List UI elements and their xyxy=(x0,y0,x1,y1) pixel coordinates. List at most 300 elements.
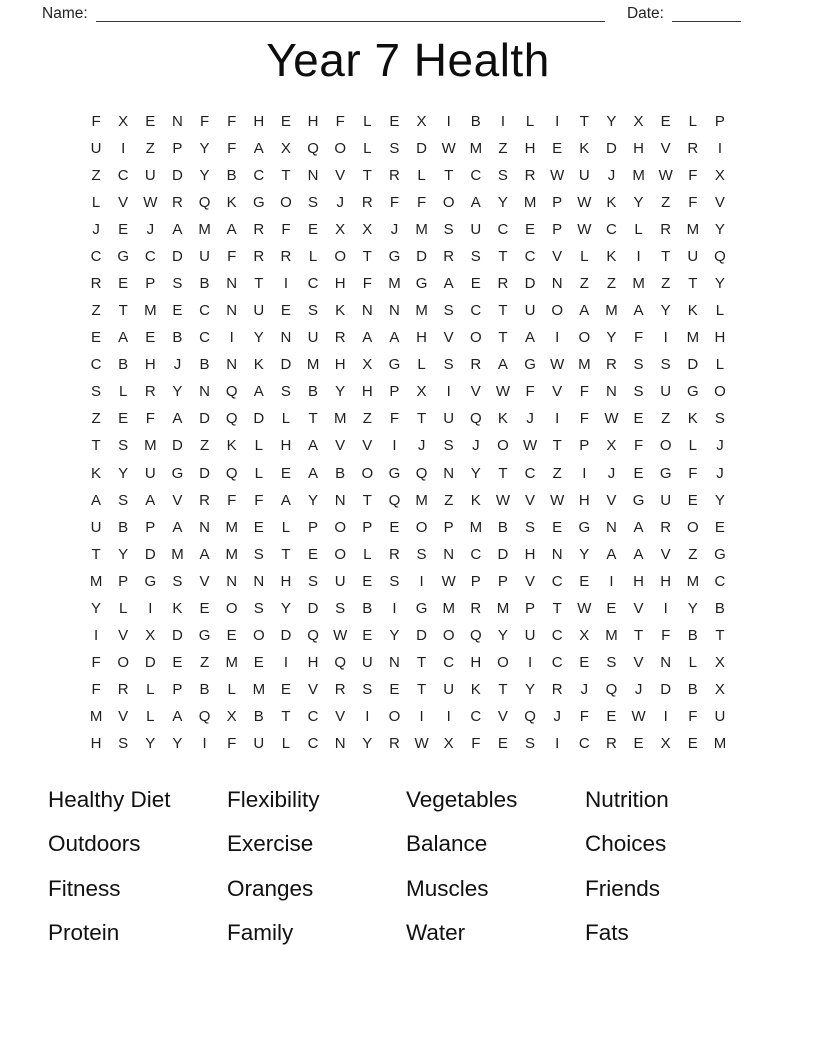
grid-letter: P xyxy=(362,518,373,536)
grid-letter: U xyxy=(144,167,156,184)
grid-letter: B xyxy=(470,112,481,130)
grid-letter: T xyxy=(362,167,372,184)
grid-letter: I xyxy=(663,707,668,725)
grid-letter: D xyxy=(280,626,292,644)
grid-letter: V xyxy=(308,680,319,698)
grid-letter: H xyxy=(633,572,644,590)
grid-letter: S xyxy=(172,275,183,293)
grid-letter: T xyxy=(444,167,454,184)
grid-letter: V xyxy=(443,329,454,347)
grid-letter: E xyxy=(579,572,590,590)
grid-letter: D xyxy=(253,410,265,428)
grid-letter: E xyxy=(660,112,671,130)
grid-letter: X xyxy=(335,221,346,239)
grid-letter: C xyxy=(551,653,563,671)
grid-letter: K xyxy=(172,599,183,617)
grid-letter: Y xyxy=(280,599,291,617)
grid-letter: G xyxy=(415,599,428,617)
name-label: Name: xyxy=(42,5,88,22)
grid-letter: Y xyxy=(172,383,183,401)
grid-letter: D xyxy=(172,248,183,266)
grid-letter: R xyxy=(687,139,699,157)
grid-letter: T xyxy=(715,626,725,644)
grid-letter: B xyxy=(687,626,698,644)
grid-letter: A xyxy=(199,545,210,563)
grid-letter: K xyxy=(606,248,617,266)
grid-letter: Y xyxy=(91,599,102,617)
grid-letter: W xyxy=(658,167,673,184)
grid-letter: F xyxy=(91,680,101,698)
grid-letter: W xyxy=(522,437,538,455)
grid-letter: A xyxy=(633,518,644,536)
grid-letter: E xyxy=(172,653,183,671)
grid-letter: O xyxy=(334,545,347,563)
grid-letter: K xyxy=(470,491,481,509)
grid-letter: H xyxy=(334,275,346,293)
grid-letter: M xyxy=(388,275,401,293)
grid-letter: P xyxy=(308,518,319,536)
grid-letter: L xyxy=(119,599,128,617)
grid-letter: E xyxy=(579,653,590,671)
grid-letter: O xyxy=(442,626,455,644)
grid-letter: T xyxy=(498,302,508,320)
grid-letter: X xyxy=(416,112,427,130)
grid-letter: M xyxy=(415,491,428,509)
grid-letter: T xyxy=(498,680,508,698)
grid-letter: C xyxy=(606,221,617,239)
grid-letter: S xyxy=(118,437,129,455)
grid-letter: U xyxy=(144,464,156,482)
grid-letter: E xyxy=(687,734,698,752)
grid-letter: R xyxy=(144,383,156,401)
grid-letter: I xyxy=(555,410,560,428)
grid-letter: C xyxy=(551,572,563,590)
grid-letter: B xyxy=(308,383,319,401)
grid-letter: H xyxy=(90,734,102,752)
grid-letter: K xyxy=(687,302,698,320)
grid-letter: N xyxy=(334,491,346,509)
grid-letter: Y xyxy=(362,734,373,752)
grid-letter: U xyxy=(578,167,590,184)
grid-letter: R xyxy=(199,491,210,509)
grid-letter: I xyxy=(636,248,641,266)
grid-letter: T xyxy=(254,275,264,293)
grid-letter: D xyxy=(660,680,672,698)
grid-letter: T xyxy=(416,653,427,671)
grid-letter: N xyxy=(172,112,183,130)
grid-letter: E xyxy=(470,275,481,293)
grid-letter: D xyxy=(172,626,183,644)
grid-letter: Z xyxy=(661,410,671,428)
grid-letter: Y xyxy=(714,221,725,239)
grid-letter: L xyxy=(281,518,291,536)
grid-letter: G xyxy=(632,491,645,509)
grid-letter: U xyxy=(524,626,536,644)
word-list-item: Family xyxy=(227,920,294,946)
grid-letter: F xyxy=(661,626,671,644)
grid-letter: G xyxy=(388,356,401,374)
grid-letter: U xyxy=(687,248,699,266)
grid-letter: A xyxy=(443,275,454,293)
grid-letter: F xyxy=(227,734,237,752)
grid-letter: N xyxy=(226,572,238,590)
grid-letter: K xyxy=(497,410,508,428)
grid-letter: X xyxy=(714,167,725,184)
grid-letter: V xyxy=(335,437,346,455)
grid-letter: X xyxy=(633,112,644,130)
grid-letter: Y xyxy=(470,464,481,482)
grid-letter: I xyxy=(527,653,533,671)
grid-letter: B xyxy=(199,275,210,293)
grid-letter: R xyxy=(660,221,672,239)
grid-letter: T xyxy=(91,545,101,563)
grid-letter: Z xyxy=(91,167,101,184)
grid-letter: Z xyxy=(688,545,698,563)
grid-letter: C xyxy=(90,248,102,266)
grid-letter: I xyxy=(555,112,560,130)
grid-letter: A xyxy=(172,518,183,536)
grid-letter: O xyxy=(334,139,347,157)
grid-letter: S xyxy=(416,545,427,563)
grid-letter: L xyxy=(363,545,372,563)
grid-letter: M xyxy=(469,139,483,157)
grid-letter: L xyxy=(281,734,291,752)
grid-letter: F xyxy=(389,194,400,212)
grid-letter: Y xyxy=(714,275,725,293)
grid-letter: Z xyxy=(552,464,562,482)
grid-letter: H xyxy=(578,491,590,509)
grid-letter: L xyxy=(715,302,725,320)
grid-letter: C xyxy=(144,248,156,266)
grid-letter: O xyxy=(280,194,292,212)
grid-letter: S xyxy=(172,572,183,590)
grid-letter: L xyxy=(146,680,155,698)
grid-letter: I xyxy=(663,329,668,347)
grid-letter: R xyxy=(443,248,455,266)
grid-letter: L xyxy=(254,464,263,482)
grid-letter: F xyxy=(579,410,589,428)
grid-letter: Q xyxy=(469,410,482,428)
grid-letter: J xyxy=(92,221,100,239)
grid-letter: M xyxy=(469,518,483,536)
grid-letter: Y xyxy=(660,302,671,320)
grid-letter: V xyxy=(714,194,725,212)
grid-letter: M xyxy=(225,653,238,671)
word-list-item: Water xyxy=(406,920,466,946)
grid-letter: T xyxy=(91,437,101,455)
grid-letter: M xyxy=(144,302,157,320)
grid-letter: A xyxy=(308,437,319,455)
grid-letter: W xyxy=(495,491,511,509)
grid-letter: X xyxy=(443,734,454,752)
grid-letter: F xyxy=(471,734,481,752)
grid-letter: U xyxy=(524,302,536,320)
grid-letter: Y xyxy=(335,383,346,401)
grid-letter: U xyxy=(714,707,726,725)
grid-letter: P xyxy=(579,437,590,455)
grid-letter: R xyxy=(389,734,400,752)
grid-letter: Q xyxy=(225,410,238,428)
grid-letter: L xyxy=(525,112,535,130)
grid-letter: M xyxy=(89,707,103,725)
grid-letter: H xyxy=(334,356,346,374)
grid-letter: H xyxy=(633,139,644,157)
grid-letter: B xyxy=(118,356,129,374)
grid-letter: W xyxy=(441,139,456,157)
grid-letter: F xyxy=(688,464,698,482)
grid-letter: O xyxy=(225,599,238,617)
grid-letter: S xyxy=(525,518,536,536)
grid-letter: D xyxy=(416,139,427,157)
grid-letter: M xyxy=(578,356,591,374)
grid-letter: Y xyxy=(687,599,698,617)
grid-letter: Y xyxy=(145,734,156,752)
grid-letter: G xyxy=(578,518,591,536)
grid-letter: F xyxy=(633,437,644,455)
grid-letter: M xyxy=(442,599,455,617)
grid-letter: S xyxy=(443,437,454,455)
grid-letter: Y xyxy=(253,329,264,347)
grid-letter: L xyxy=(91,194,101,212)
grid-letter: B xyxy=(362,599,373,617)
grid-letter: Q xyxy=(388,491,401,509)
grid-letter: C xyxy=(307,707,319,725)
grid-letter: D xyxy=(172,437,183,455)
grid-letter: O xyxy=(659,437,672,455)
grid-letter: J xyxy=(607,464,616,482)
grid-letter: P xyxy=(525,599,536,617)
grid-letter: F xyxy=(91,112,101,130)
grid-letter: R xyxy=(660,518,672,536)
grid-letter: T xyxy=(498,329,508,347)
grid-letter: S xyxy=(308,194,319,212)
grid-letter: R xyxy=(117,680,129,698)
grid-letter: M xyxy=(333,410,347,428)
grid-letter: N xyxy=(361,302,373,320)
grid-letter: G xyxy=(388,464,401,482)
grid-letter: E xyxy=(389,112,400,130)
grid-letter: G xyxy=(524,356,536,374)
grid-letter: J xyxy=(390,221,399,239)
grid-letter: V xyxy=(552,248,563,266)
grid-letter: T xyxy=(362,248,372,266)
grid-letter: V xyxy=(335,167,346,184)
grid-letter: N xyxy=(307,167,319,184)
grid-letter: B xyxy=(226,167,237,184)
name-blank-line xyxy=(96,7,605,22)
grid-letter: G xyxy=(415,275,428,293)
grid-letter: R xyxy=(389,545,400,563)
grid-letter: T xyxy=(579,112,589,130)
grid-letter: A xyxy=(172,221,183,239)
grid-letter: Q xyxy=(469,626,482,644)
grid-letter: D xyxy=(199,410,210,428)
grid-letter: Y xyxy=(714,491,725,509)
grid-letter: F xyxy=(688,707,698,725)
grid-letter: R xyxy=(606,356,617,374)
grid-letter: L xyxy=(308,248,318,266)
grid-letter: V xyxy=(606,491,617,509)
grid-letter: X xyxy=(714,653,725,671)
grid-letter: D xyxy=(172,167,183,184)
grid-letter: O xyxy=(442,194,455,212)
grid-letter: X xyxy=(362,221,373,239)
grid-letter: L xyxy=(688,437,697,455)
grid-letter: E xyxy=(552,139,563,157)
grid-letter: A xyxy=(91,491,102,509)
grid-letter: I xyxy=(121,139,126,157)
grid-letter: Z xyxy=(145,139,155,157)
grid-letter: S xyxy=(633,356,644,374)
grid-letter: M xyxy=(225,545,238,563)
grid-letter: C xyxy=(551,626,563,644)
page-title: Year 7 Health xyxy=(266,34,550,86)
grid-letter: S xyxy=(362,680,373,698)
grid-letter: P xyxy=(118,572,129,590)
grid-letter: H xyxy=(361,383,373,401)
grid-letter: O xyxy=(334,518,347,536)
grid-letter: N xyxy=(226,275,238,293)
grid-letter: B xyxy=(714,599,725,617)
grid-letter: J xyxy=(336,194,344,212)
grid-letter: H xyxy=(307,653,319,671)
grid-letter: R xyxy=(497,275,509,293)
grid-letter: E xyxy=(606,599,617,617)
grid-letter: N xyxy=(606,518,617,536)
grid-letter: K xyxy=(226,437,237,455)
grid-letter: E xyxy=(280,464,291,482)
grid-letter: D xyxy=(280,356,292,374)
grid-letter: S xyxy=(660,356,671,374)
grid-letter: T xyxy=(552,599,562,617)
grid-letter: N xyxy=(253,572,265,590)
grid-letter: B xyxy=(199,356,210,374)
grid-letter: F xyxy=(199,112,210,130)
grid-letter: M xyxy=(252,680,266,698)
grid-letter: I xyxy=(229,329,234,347)
grid-letter: N xyxy=(199,518,210,536)
grid-letter: E xyxy=(145,112,156,130)
grid-letter: R xyxy=(253,248,265,266)
grid-letter: T xyxy=(281,167,291,184)
grid-letter: A xyxy=(606,545,617,563)
grid-letter: E xyxy=(199,599,210,617)
grid-letter: O xyxy=(388,707,401,725)
grid-letter: D xyxy=(199,464,210,482)
grid-letter: F xyxy=(227,491,237,509)
grid-letter: Z xyxy=(91,410,101,428)
grid-letter: J xyxy=(553,707,561,725)
grid-letter: G xyxy=(171,464,184,482)
grid-letter: E xyxy=(118,410,129,428)
grid-letter: F xyxy=(227,112,237,130)
grid-letter: V xyxy=(633,653,644,671)
grid-letter: T xyxy=(688,275,698,293)
grid-letter: O xyxy=(497,653,509,671)
word-list-item: Exercise xyxy=(227,831,314,857)
grid-letter: J xyxy=(417,437,426,455)
grid-letter: O xyxy=(469,329,482,347)
grid-letter: Z xyxy=(579,275,589,293)
date-label: Date: xyxy=(626,5,664,22)
grid-letter: Q xyxy=(307,626,319,644)
grid-letter: K xyxy=(226,194,237,212)
grid-letter: M xyxy=(713,734,727,752)
grid-letter: Y xyxy=(118,545,129,563)
grid-letter: C xyxy=(307,275,319,293)
grid-letter: Z xyxy=(498,139,508,157)
grid-letter: V xyxy=(525,491,536,509)
grid-letter: M xyxy=(605,302,618,320)
grid-letter: H xyxy=(280,572,292,590)
grid-letter: P xyxy=(389,383,400,401)
grid-letter: U xyxy=(199,248,210,266)
grid-letter: A xyxy=(145,491,156,509)
grid-letter: Q xyxy=(307,139,319,157)
grid-letter: Q xyxy=(415,464,428,482)
grid-letter: W xyxy=(495,383,511,401)
grid-letter: F xyxy=(227,139,237,157)
grid-letter: C xyxy=(470,707,482,725)
grid-letter: G xyxy=(714,545,726,563)
grid-letter: N xyxy=(334,734,346,752)
grid-letter: V xyxy=(660,139,671,157)
grid-letter: R xyxy=(606,734,617,752)
grid-letter: B xyxy=(687,680,698,698)
grid-letter: J xyxy=(472,437,480,455)
grid-letter: F xyxy=(579,707,589,725)
grid-letter: Y xyxy=(199,139,210,157)
grid-letter: H xyxy=(714,329,726,347)
grid-letter: B xyxy=(253,707,264,725)
grid-letter: E xyxy=(633,734,644,752)
grid-letter: K xyxy=(579,139,590,157)
grid-letter: Y xyxy=(497,626,508,644)
grid-letter: L xyxy=(688,112,697,130)
grid-letter: S xyxy=(253,599,264,617)
grid-letter: V xyxy=(633,599,644,617)
grid-letter: I xyxy=(365,707,370,725)
grid-letter: W xyxy=(441,572,456,590)
grid-letter: P xyxy=(497,572,508,590)
header-row xyxy=(0,0,816,23)
grid-letter: P xyxy=(470,572,481,590)
grid-letter: M xyxy=(225,518,238,536)
grid-letter: V xyxy=(362,437,373,455)
grid-letter: S xyxy=(606,653,617,671)
grid-letter: L xyxy=(146,707,155,725)
grid-letter: F xyxy=(579,383,589,401)
grid-letter: S xyxy=(633,383,644,401)
grid-letter: E xyxy=(633,410,644,428)
grid-letter: T xyxy=(498,464,508,482)
grid-letter: E xyxy=(389,680,400,698)
grid-letter: W xyxy=(577,194,592,212)
grid-letter: R xyxy=(524,167,536,184)
grid-letter: A xyxy=(118,329,129,347)
grid-letter: S xyxy=(308,302,319,320)
word-list-item: Protein xyxy=(48,920,120,946)
grid-letter: I xyxy=(419,572,424,590)
grid-letter: T xyxy=(362,491,372,509)
word-list-item: Friends xyxy=(585,875,661,901)
grid-letter: M xyxy=(144,437,157,455)
grid-letter: D xyxy=(416,626,427,644)
grid-letter: I xyxy=(446,112,451,130)
grid-letter: N xyxy=(226,356,238,374)
grid-letter: O xyxy=(497,437,509,455)
grid-letter: K xyxy=(335,302,346,320)
